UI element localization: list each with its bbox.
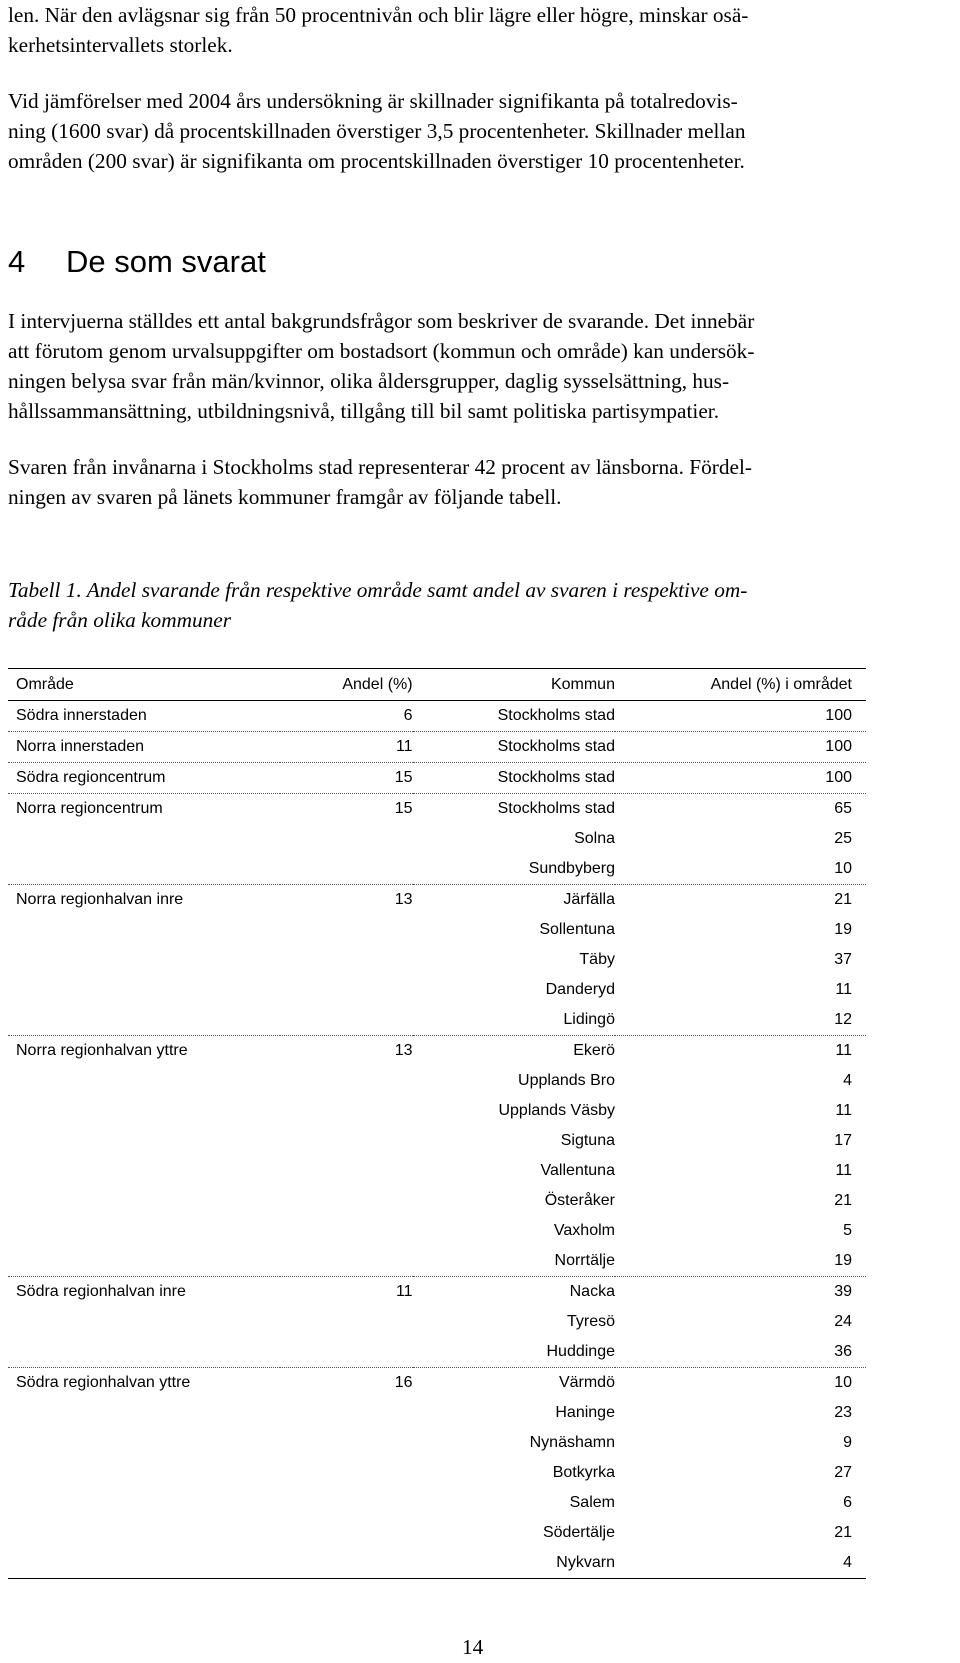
table-row [8, 915, 866, 945]
cell-andel-i-omradet: 36 [834, 1343, 852, 1360]
header-andel-i-omradet: Andel (%) i området [615, 669, 866, 701]
cell-omrade [8, 1398, 280, 1428]
cell-andel [280, 1126, 412, 1156]
cell-omrade [8, 1337, 280, 1368]
table-row [8, 1066, 866, 1096]
table-row [8, 945, 866, 975]
caption-line: Tabell 1. Andel svarande från respektive område samt andel av svaren i respektive om- [8, 578, 748, 602]
cell-andel [280, 1548, 412, 1579]
cell-kommun: Stockholms stad [413, 794, 615, 825]
cell-andel: 15 [280, 763, 412, 794]
cell-kommun: Haninge [555, 1404, 615, 1421]
cell-omrade [8, 854, 280, 885]
cell-andel-i-omradet: 4 [843, 1072, 852, 1089]
cell-kommun: Ekerö [413, 1036, 615, 1067]
table-row [8, 1428, 866, 1458]
table-row [8, 1036, 866, 1067]
cell-andel-i-omradet: 37 [834, 951, 852, 968]
table-row [8, 1337, 866, 1368]
cell-omrade [8, 1458, 280, 1488]
text-line: kerhetsintervallets storlek. [8, 33, 233, 57]
cell-omrade: Norra regionhalvan yttre [8, 1036, 280, 1067]
cell-kommun: Danderyd [545, 981, 615, 998]
table-row [8, 1246, 866, 1277]
cell-andel [280, 1458, 412, 1488]
paragraph-distribution [8, 452, 948, 512]
cell-omrade [8, 1156, 280, 1186]
table-row [8, 1216, 866, 1246]
text-line: ning (1600 svar) då procentskillnaden överstiger 3,5 procentenheter. Skillnader mellan [8, 119, 746, 143]
text-line: Vid jämförelser med 2004 års undersökning är skillnader signifikanta på totalredovis- [8, 89, 738, 113]
table-row [8, 1488, 866, 1518]
cell-kommun: Lidingö [563, 1011, 615, 1028]
cell-andel-i-omradet: 21 [834, 1524, 852, 1541]
table-row [8, 854, 866, 885]
cell-andel-i-omradet: 10 [834, 860, 852, 877]
caption-line: råde från olika kommuner [8, 608, 231, 632]
cell-andel [280, 1186, 412, 1216]
cell-omrade [8, 1186, 280, 1216]
table-row [8, 824, 866, 854]
text-line: att förutom genom urvalsuppgifter om bostadsort (kommun och område) kan undersök- [8, 339, 755, 363]
cell-kommun: Huddinge [546, 1343, 615, 1360]
cell-omrade [8, 824, 280, 854]
cell-andel [280, 1398, 412, 1428]
cell-andel-i-omradet: 100 [615, 763, 866, 794]
cell-andel [280, 1488, 412, 1518]
cell-andel [280, 1096, 412, 1126]
cell-kommun: Nacka [413, 1277, 615, 1308]
table-row [8, 1307, 866, 1337]
cell-andel-i-omradet: 100 [825, 707, 852, 724]
cell-omrade [8, 1246, 280, 1277]
cell-omrade: Södra innerstaden [16, 707, 147, 724]
cell-omrade: Södra regioncentrum [8, 763, 280, 794]
cell-andel-i-omradet: 19 [834, 921, 852, 938]
cell-omrade [8, 1005, 280, 1036]
cell-kommun: Stockholms stad [413, 763, 615, 794]
cell-omrade: Södra regionhalvan inre [8, 1277, 280, 1308]
cell-andel [280, 1246, 412, 1277]
text-line: hållssammansättning, utbildningsnivå, tillgång till bil samt politiska partisympatier. [8, 399, 720, 423]
section-heading [8, 244, 266, 280]
cell-kommun: Tyresö [566, 1313, 615, 1330]
page-number: 14 [462, 1635, 484, 1659]
table-row [8, 1126, 866, 1156]
cell-andel-i-omradet: 24 [834, 1313, 852, 1330]
cell-kommun: Norrtälje [554, 1252, 615, 1269]
cell-andel [280, 854, 412, 885]
paragraph-intro [8, 0, 948, 60]
cell-kommun: Sigtuna [560, 1132, 615, 1149]
cell-omrade [8, 1428, 280, 1458]
cell-andel [280, 824, 412, 854]
cell-andel [280, 1337, 412, 1368]
table-row [8, 763, 866, 794]
cell-omrade: Norra regionhalvan inre [8, 885, 280, 916]
cell-andel: 13 [280, 1036, 412, 1067]
cell-omrade [8, 1096, 280, 1126]
text-line: I intervjuerna ställdes ett antal bakgrundsfrågor som beskriver de svarande. Det innebär [8, 309, 755, 333]
cell-andel-i-omradet: 6 [843, 1494, 852, 1511]
cell-omrade [8, 1518, 280, 1548]
cell-kommun: Salem [569, 1494, 615, 1511]
cell-omrade [8, 1488, 280, 1518]
cell-andel: 15 [280, 794, 412, 825]
table-row [8, 1548, 866, 1579]
text-line: Svaren från invånarna i Stockholms stad representerar 42 procent av länsborna. Fördel- [8, 455, 752, 479]
cell-andel-i-omradet: 5 [843, 1222, 852, 1239]
paragraph-significance [8, 86, 948, 176]
cell-andel [280, 1518, 412, 1548]
cell-omrade [8, 975, 280, 1005]
header-omrade: Område [8, 669, 280, 701]
cell-kommun: Nykvarn [413, 1548, 615, 1579]
table-row [8, 1368, 866, 1399]
header-andel: Andel (%) [280, 669, 412, 701]
table-row [8, 794, 866, 825]
table-body [8, 701, 866, 1579]
cell-omrade [8, 945, 280, 975]
text-line: områden (200 svar) är signifikanta om procentskillnaden överstiger 10 procentenheter. [8, 149, 745, 173]
cell-kommun: Värmdö [413, 1368, 615, 1399]
cell-andel-i-omradet: 11 [835, 1102, 852, 1119]
header-kommun: Kommun [413, 669, 615, 701]
cell-andel [280, 1005, 412, 1036]
table-row [8, 1458, 866, 1488]
cell-andel-i-omradet: 100 [615, 732, 866, 763]
cell-kommun: Södertälje [542, 1524, 615, 1541]
cell-kommun: Järfälla [413, 885, 615, 916]
cell-andel-i-omradet: 11 [615, 1036, 866, 1067]
cell-andel-i-omradet: 21 [834, 1192, 852, 1209]
cell-kommun: Sundbyberg [528, 860, 615, 877]
text-line: len. När den avlägsnar sig från 50 procentnivån och blir lägre eller högre, minskar osä- [8, 3, 749, 27]
table-row [8, 1156, 866, 1186]
cell-kommun: Nynäshamn [529, 1434, 615, 1451]
table-row [8, 732, 866, 763]
section-title: De som svarat [66, 244, 266, 279]
table-row [8, 975, 866, 1005]
cell-kommun: Vallentuna [540, 1162, 615, 1179]
cell-andel-i-omradet: 21 [615, 885, 866, 916]
respondents-table [8, 668, 866, 1579]
cell-omrade: Södra regionhalvan yttre [8, 1368, 280, 1399]
cell-andel [280, 1066, 412, 1096]
cell-kommun: Upplands Väsby [498, 1102, 615, 1119]
cell-kommun: Stockholms stad [497, 707, 615, 724]
cell-andel [280, 1307, 412, 1337]
cell-kommun: Täby [579, 951, 615, 968]
cell-kommun: Botkyrka [552, 1464, 615, 1481]
cell-andel-i-omradet: 65 [615, 794, 866, 825]
cell-andel-i-omradet: 19 [834, 1252, 852, 1269]
cell-andel-i-omradet: 11 [835, 981, 852, 998]
table-row [8, 1277, 866, 1308]
cell-andel-i-omradet: 11 [835, 1162, 852, 1179]
table-row [8, 1518, 866, 1548]
cell-kommun: Solna [574, 830, 615, 847]
cell-omrade [8, 1307, 280, 1337]
cell-kommun: Österåker [544, 1192, 615, 1209]
cell-andel: 6 [403, 707, 413, 724]
cell-kommun: Stockholms stad [413, 732, 615, 763]
cell-andel-i-omradet: 39 [615, 1277, 866, 1308]
table-row [8, 1398, 866, 1428]
cell-omrade: Norra innerstaden [8, 732, 280, 763]
cell-omrade [8, 1548, 280, 1579]
table-row [8, 885, 866, 916]
cell-andel-i-omradet: 4 [615, 1548, 866, 1579]
paragraph-background [8, 306, 948, 426]
cell-andel-i-omradet: 23 [834, 1404, 852, 1421]
cell-andel: 13 [280, 885, 412, 916]
cell-andel [280, 1428, 412, 1458]
cell-andel-i-omradet: 27 [834, 1464, 852, 1481]
cell-andel [280, 975, 412, 1005]
table-row [8, 701, 866, 732]
text-line: ningen av svaren på länets kommuner framgår av följande tabell. [8, 485, 562, 509]
cell-andel-i-omradet: 17 [834, 1132, 852, 1149]
table-row [8, 1096, 866, 1126]
cell-andel [280, 945, 412, 975]
cell-kommun: Vaxholm [553, 1222, 615, 1239]
cell-omrade [8, 1066, 280, 1096]
cell-andel [280, 1216, 412, 1246]
table-header-row [8, 669, 866, 701]
cell-kommun: Upplands Bro [518, 1072, 615, 1089]
section-number: 4 [8, 244, 26, 279]
cell-kommun: Sollentuna [539, 921, 615, 938]
table-row [8, 1186, 866, 1216]
cell-andel-i-omradet: 25 [834, 830, 852, 847]
table-row [8, 1005, 866, 1036]
cell-andel [280, 1156, 412, 1186]
cell-omrade [8, 1126, 280, 1156]
text-line: ningen belysa svar från män/kvinnor, olika åldersgrupper, daglig sysselsättning, hus- [8, 369, 730, 393]
cell-andel-i-omradet: 12 [834, 1011, 852, 1028]
cell-andel [280, 915, 412, 945]
cell-andel: 11 [280, 1277, 412, 1308]
cell-omrade: Norra regioncentrum [8, 794, 280, 825]
cell-andel: 11 [280, 732, 412, 763]
cell-andel-i-omradet: 10 [615, 1368, 866, 1399]
cell-omrade [8, 1216, 280, 1246]
cell-andel-i-omradet: 9 [843, 1434, 852, 1451]
cell-andel: 16 [280, 1368, 412, 1399]
cell-omrade [8, 915, 280, 945]
table-caption [8, 575, 747, 635]
